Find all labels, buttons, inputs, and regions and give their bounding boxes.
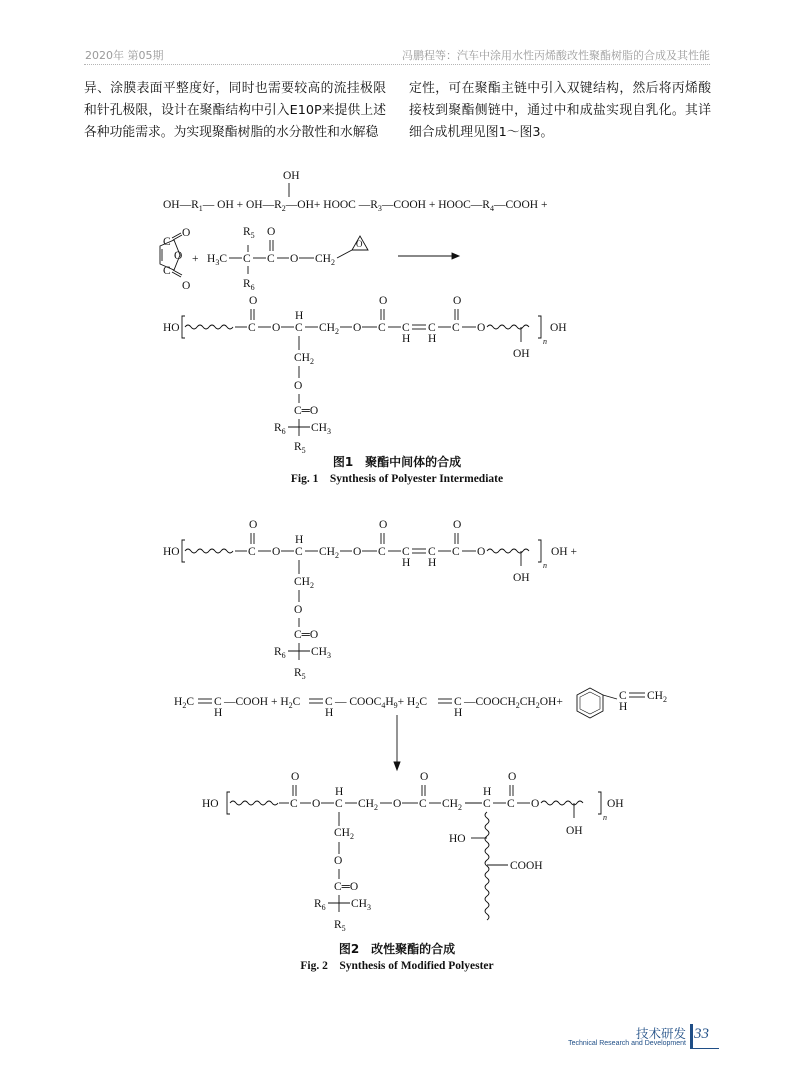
svg-text:O: O — [291, 771, 300, 783]
svg-text:n: n — [543, 337, 547, 346]
svg-text:O: O — [312, 798, 321, 810]
svg-text:R6: $R_6$ — [243, 278, 255, 292]
svg-text:O: O — [334, 855, 343, 867]
svg-text:C: C — [402, 546, 410, 558]
svg-text:H: H — [483, 786, 492, 798]
svg-text:O: O — [294, 380, 303, 392]
svg-text:O: O — [420, 771, 429, 783]
svg-text:C: C — [452, 322, 460, 334]
svg-text:OH: OH — [607, 798, 624, 810]
svg-text:C: C — [452, 546, 460, 558]
svg-text:O: O — [272, 322, 281, 334]
svg-text:R6: $R_6$ — [274, 422, 286, 436]
polyester-intermediate-reactant — [163, 519, 577, 681]
svg-text:H: H — [325, 707, 334, 719]
svg-text:H: H — [335, 786, 344, 798]
svg-text:H3C: $H_3C$ — [207, 253, 227, 267]
svg-text:CH3: $CH_3$ — [311, 646, 331, 660]
svg-text:CH2: $CH_2$ — [315, 253, 335, 267]
svg-text:OH: OH — [566, 825, 583, 837]
svg-text:H: H — [454, 707, 463, 719]
svg-text:C: C — [378, 546, 386, 558]
svg-text:OH: OH — [513, 348, 530, 360]
svg-text:O: O — [477, 322, 486, 334]
running-title: 冯鹏程等：汽车中涂用水性丙烯酸改性聚酯树脂的合成及其性能 — [402, 49, 710, 62]
svg-text:H: H — [402, 557, 411, 569]
svg-text:H: H — [214, 707, 223, 719]
svg-text:C═O: C═O — [294, 629, 319, 641]
svg-text:OH: OH — [550, 322, 567, 334]
svg-text:O: O — [508, 771, 517, 783]
svg-text:C: C — [454, 696, 462, 708]
svg-text:H: H — [619, 701, 628, 713]
reaction-arrow — [398, 253, 459, 259]
svg-text:O: O — [182, 227, 191, 239]
acrylic-monomers — [174, 688, 667, 719]
svg-text:CH2: $CH_2$ — [294, 352, 314, 366]
svg-text:R5: $R_5$ — [294, 667, 306, 681]
svg-text:C: C — [378, 322, 386, 334]
svg-text:C: C — [428, 322, 436, 334]
svg-text:CH3: $CH_3$ — [351, 898, 371, 912]
svg-text:O: O — [453, 295, 462, 307]
svg-text:O: O — [353, 322, 362, 334]
svg-text:O: O — [356, 239, 363, 249]
svg-text:O: O — [477, 546, 486, 558]
svg-text:O: O — [531, 798, 540, 810]
figure2-caption-en: Fig. 2 Synthesis of Modified Polyester — [300, 960, 494, 972]
svg-text:CH2: $CH_2$ — [319, 546, 339, 560]
svg-text:CH2: $CH_2$ — [442, 798, 462, 812]
svg-text:O: O — [290, 253, 299, 265]
footer-section-cn: 技术研发 — [635, 1026, 686, 1041]
footer-section-en: Technical Research and Development — [568, 1040, 686, 1047]
reaction-arrow-down — [394, 715, 400, 770]
svg-text:C: C — [267, 253, 275, 265]
svg-text:COOH: COOH — [510, 860, 543, 872]
e10p-structure — [207, 226, 368, 292]
svg-text:C═O: C═O — [294, 405, 319, 417]
svg-text:O: O — [353, 546, 362, 558]
header-rule — [84, 64, 710, 65]
svg-text:HO: HO — [202, 798, 219, 810]
svg-text:CH2: $CH_2$ — [294, 576, 314, 590]
svg-text:R6: $R_6$ — [274, 646, 286, 660]
svg-text:C═O: C═O — [334, 881, 359, 893]
svg-text:H: H — [428, 333, 437, 345]
svg-text:C: C — [483, 798, 491, 810]
svg-text:C: C — [243, 253, 251, 265]
svg-text:n: n — [543, 561, 547, 570]
svg-text:C: C — [290, 798, 298, 810]
svg-text:OH +: OH + — [551, 546, 577, 558]
svg-text:R5: $R_5$ — [243, 226, 255, 240]
svg-text:H: H — [402, 333, 411, 345]
svg-text:C: C — [402, 322, 410, 334]
svg-text:n: n — [603, 813, 607, 822]
svg-text:C: C — [325, 696, 333, 708]
svg-text:O: O — [393, 798, 402, 810]
svg-text:C: C — [507, 798, 515, 810]
svg-text:C: C — [295, 322, 303, 334]
svg-text:CH2: $CH_2$ — [334, 827, 354, 841]
svg-text:O: O — [294, 604, 303, 616]
body-text-right: 定性，可在聚酯主链中引入双键结构，然后将丙烯酸接枝到聚酯侧链中，通过中和成盐实现自乳化。其详细合成机理见图1～图3。 — [409, 81, 711, 140]
svg-text:O: O — [249, 295, 258, 307]
svg-text:C: C — [419, 798, 427, 810]
svg-text:O: O — [379, 519, 388, 531]
svg-text:OH—R1— OH + OH—R2—OH+ HOOC —R3: $OH—R_1—$ OH + $OH—R_2—OH+$ HOOC $—R_3—COOH$ + $HOOC—R_4—COOH$ + — [163, 199, 548, 213]
svg-text:C: C — [619, 690, 627, 702]
svg-text:O: O — [453, 519, 462, 531]
svg-text:HO: HO — [449, 833, 466, 845]
svg-text:C: C — [248, 546, 256, 558]
page-number: 33 — [694, 1026, 709, 1042]
svg-text:C: C — [335, 798, 343, 810]
maleic-anhydride — [160, 227, 190, 292]
svg-text:O: O — [174, 250, 183, 262]
polyester-intermediate — [163, 295, 567, 455]
svg-text:CH2: $CH_2$ — [647, 690, 667, 704]
figure2-scheme — [0, 510, 794, 940]
svg-text:R5: $R_5$ — [334, 919, 346, 933]
issue-label: 2020年 第05期 — [85, 49, 164, 62]
svg-text:+: + — [192, 253, 199, 265]
svg-text:—COOH + H2C: —COOH + $H_2C$ — [224, 696, 301, 710]
svg-text:C: C — [428, 546, 436, 558]
svg-text:C: C — [248, 322, 256, 334]
figure1-scheme — [0, 160, 794, 460]
svg-text:O: O — [249, 519, 258, 531]
svg-text:CH3: $CH_3$ — [311, 422, 331, 436]
svg-text:R6: $R_6$ — [314, 898, 326, 912]
svg-text:OH: OH — [513, 572, 530, 584]
monomer-row — [163, 170, 547, 213]
svg-text:O: O — [267, 226, 276, 238]
figure1-caption-cn: 图1 聚酯中间体的合成 — [332, 455, 462, 469]
svg-text:CH2: $CH_2$ — [358, 798, 378, 812]
modified-polyester — [202, 771, 624, 933]
body-text-left: 异、涂膜表面平整度好，同时也需要较高的流挂极限和针孔极限，设计在聚酯结构中引入E10P来提供上述各种功能需求。为实现聚酯树脂的水分散性和水解稳 — [84, 81, 386, 140]
svg-text:C: C — [163, 265, 171, 277]
svg-text:H2C: $H_2C$ — [174, 696, 194, 710]
svg-text:H: H — [295, 534, 304, 546]
svg-text:H: H — [428, 557, 437, 569]
svg-text:— COOC4H9+ H2C: — $COOC_4H_9+ H_2C$ — [335, 696, 427, 710]
svg-text:—COOCH2CH2OH+: $—COOCH_2CH_2OH+$ — [464, 696, 563, 710]
svg-text:C: C — [163, 236, 171, 248]
figure1-caption-en: Fig. 1 Synthesis of Polyester Intermediate — [290, 473, 504, 485]
figure2-caption-cn: 图2 改性聚酯的合成 — [338, 942, 456, 956]
svg-text:CH2: $CH_2$ — [319, 322, 339, 336]
svg-text:O: O — [272, 546, 281, 558]
svg-text:O: O — [182, 280, 191, 292]
svg-text:C: C — [214, 696, 222, 708]
svg-text:C: C — [295, 546, 303, 558]
svg-text:R5: $R_5$ — [294, 441, 306, 455]
svg-text:OH: OH — [283, 170, 300, 182]
svg-text:HO: HO — [163, 322, 180, 334]
svg-text:O: O — [379, 295, 388, 307]
svg-text:HO: HO — [163, 546, 180, 558]
svg-text:H: H — [295, 310, 304, 322]
